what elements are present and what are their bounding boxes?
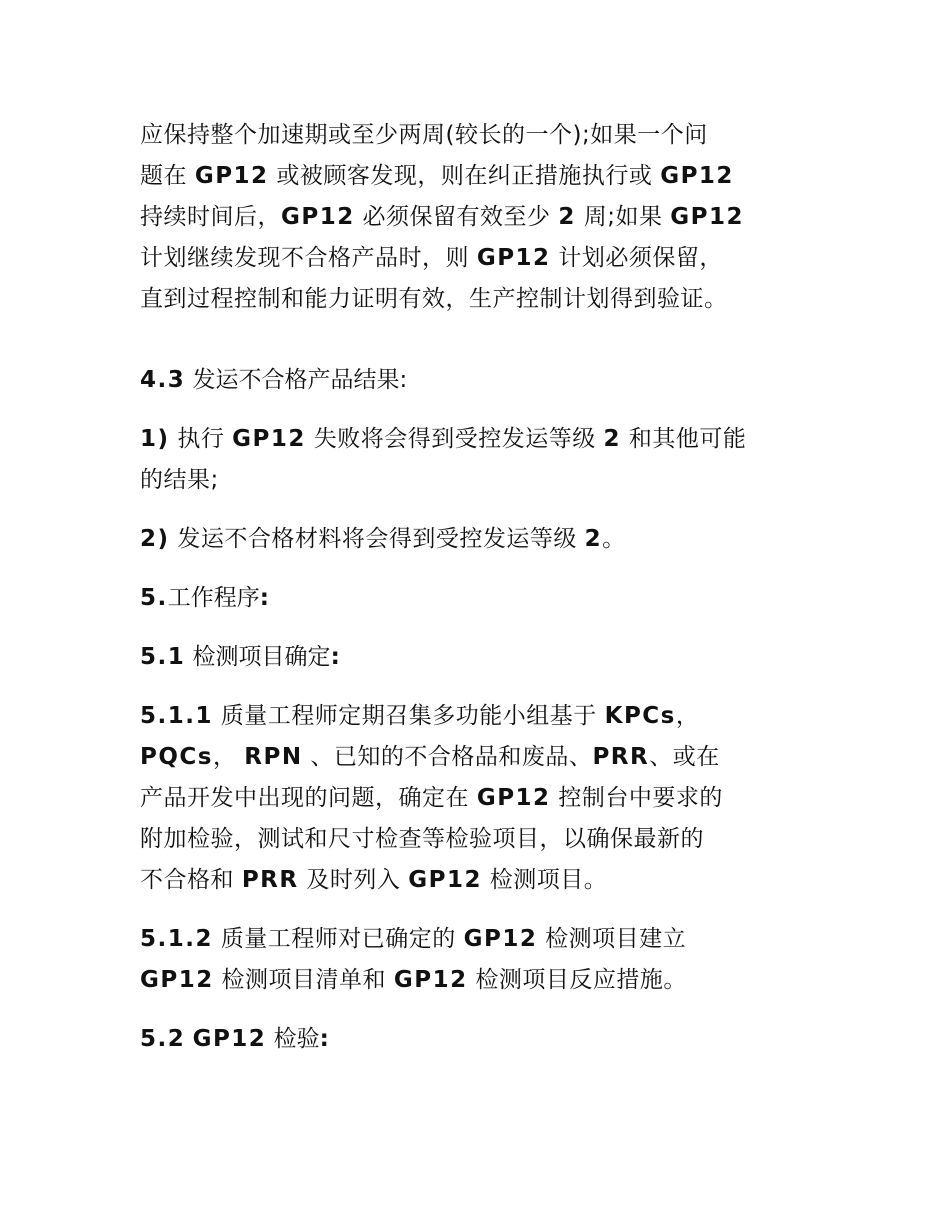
text-line: 产品开发中出现的问题，确定在 GP12 控制台中要求的	[140, 785, 723, 811]
paragraph-5-1-2	[140, 919, 820, 1001]
text-line: 的结果;	[140, 467, 219, 493]
text-line: 2) 发运不合格材料将会得到受控发运等级 2。	[140, 526, 626, 552]
text-line: 计划继续发现不合格产品时，则 GP12 计划必须保留，	[140, 245, 723, 271]
text-line: GP12 检测项目清单和 GP12 检测项目反应措施。	[140, 967, 687, 993]
section-heading-5: 5.工作程序:	[140, 585, 271, 611]
text-line: 附加检验，测试和尺寸检查等检验项目，以确保最新的	[140, 826, 704, 852]
text-line: 题在 GP12 或被顾客发现，则在纠正措施执行或 GP12	[140, 163, 734, 189]
list-item	[140, 419, 820, 501]
section-heading-5-2: 5.2 GP12 检验:	[140, 1026, 331, 1052]
text-line: PQCs， RPN 、已知的不合格品和废品、PRR、或在	[140, 744, 720, 770]
document-page	[140, 115, 820, 1060]
list-item	[140, 519, 820, 560]
paragraph-gp12-duration	[140, 115, 820, 320]
section-heading-5-1: 5.1 检测项目确定:	[140, 644, 342, 670]
text-line: 直到过程控制和能力证明有效，生产控制计划得到验证。	[140, 286, 728, 312]
text-line: 持续时间后，GP12 必须保留有效至少 2 周;如果 GP12	[140, 204, 745, 230]
section-heading-4-3: 4.3 发运不合格产品结果:	[140, 367, 408, 393]
text-line: 5.1.2 质量工程师对已确定的 GP12 检测项目建立	[140, 926, 687, 952]
text-line: 不合格和 PRR 及时列入 GP12 检测项目。	[140, 867, 608, 893]
paragraph-5-1-1	[140, 696, 820, 901]
text-line: 1) 执行 GP12 失败将会得到受控发运等级 2 和其他可能	[140, 426, 747, 452]
text-line: 应保持整个加速期或至少两周(较长的一个);如果一个问	[140, 122, 708, 148]
text-line: 5.1.1 质量工程师定期召集多功能小组基于 KPCs，	[140, 703, 700, 729]
